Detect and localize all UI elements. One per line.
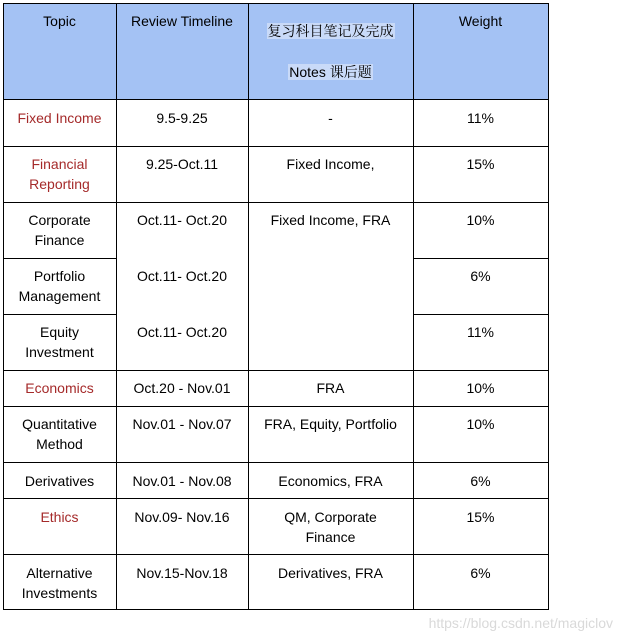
timeline-cell: 9.5-9.25	[156, 110, 208, 126]
timeline-cell: Nov.15-Nov.18	[136, 565, 228, 581]
weight-cell: 10%	[466, 212, 495, 228]
watermark: https://blog.csdn.net/magiclov	[428, 615, 613, 631]
topic-cell: Corporate Finance	[28, 212, 91, 248]
topic-cell: Derivatives	[24, 473, 95, 489]
notes-cell: Fixed Income,	[286, 156, 375, 172]
weight-cell: 6%	[470, 565, 491, 581]
notes-cell: -	[328, 110, 333, 126]
topic-cell: Portfolio Management	[18, 268, 101, 304]
header-notes-en: Notes 课后题	[289, 64, 372, 80]
topic-cell: Ethics	[40, 509, 79, 525]
timeline-cell: Oct.11- Oct.20	[137, 324, 227, 340]
header-topic: Topic	[43, 13, 76, 29]
header-review-timeline: Review Timeline	[131, 13, 233, 29]
notes-cell: Economics, FRA	[278, 473, 383, 489]
topic-cell: Financial Reporting	[29, 156, 90, 192]
notes-cell: Derivatives, FRA	[277, 565, 384, 581]
notes-cell: Fixed Income, FRA	[270, 212, 391, 228]
header-weight: Weight	[458, 13, 503, 29]
timeline-cell: Oct.11- Oct.20	[137, 212, 227, 228]
weight-cell: 6%	[470, 473, 491, 489]
weight-cell: 6%	[470, 268, 491, 284]
weight-cell: 10%	[466, 416, 495, 432]
weight-cell: 11%	[467, 324, 494, 340]
timeline-cell: 9.25-Oct.11	[145, 156, 219, 172]
weight-cell: 15%	[466, 509, 495, 525]
topic-cell: Quantitative Method	[22, 416, 97, 452]
timeline-cell: Nov.01 - Nov.08	[132, 473, 232, 489]
topic-cell: Equity Investment	[25, 324, 94, 360]
topic-cell: Alternative Investments	[21, 565, 98, 601]
timeline-cell: Nov.09- Nov.16	[134, 509, 230, 525]
timeline-cell: Oct.20 - Nov.01	[133, 380, 231, 396]
notes-cell: FRA, Equity, Portfolio	[264, 416, 397, 432]
topic-cell: Fixed Income	[17, 110, 102, 126]
weight-cell: 11%	[467, 110, 494, 126]
timeline-cell: Nov.01 - Nov.07	[132, 416, 232, 432]
weight-cell: 10%	[466, 380, 495, 396]
timeline-cell: Oct.11- Oct.20	[137, 268, 227, 284]
notes-cell: QM, Corporate Finance	[284, 509, 377, 545]
weight-cell: 15%	[466, 156, 495, 172]
schedule-table	[3, 3, 549, 610]
header-notes-cn: 复习科目笔记及完成	[267, 23, 394, 39]
notes-cell: FRA	[316, 380, 345, 396]
topic-cell: Economics	[25, 380, 94, 396]
